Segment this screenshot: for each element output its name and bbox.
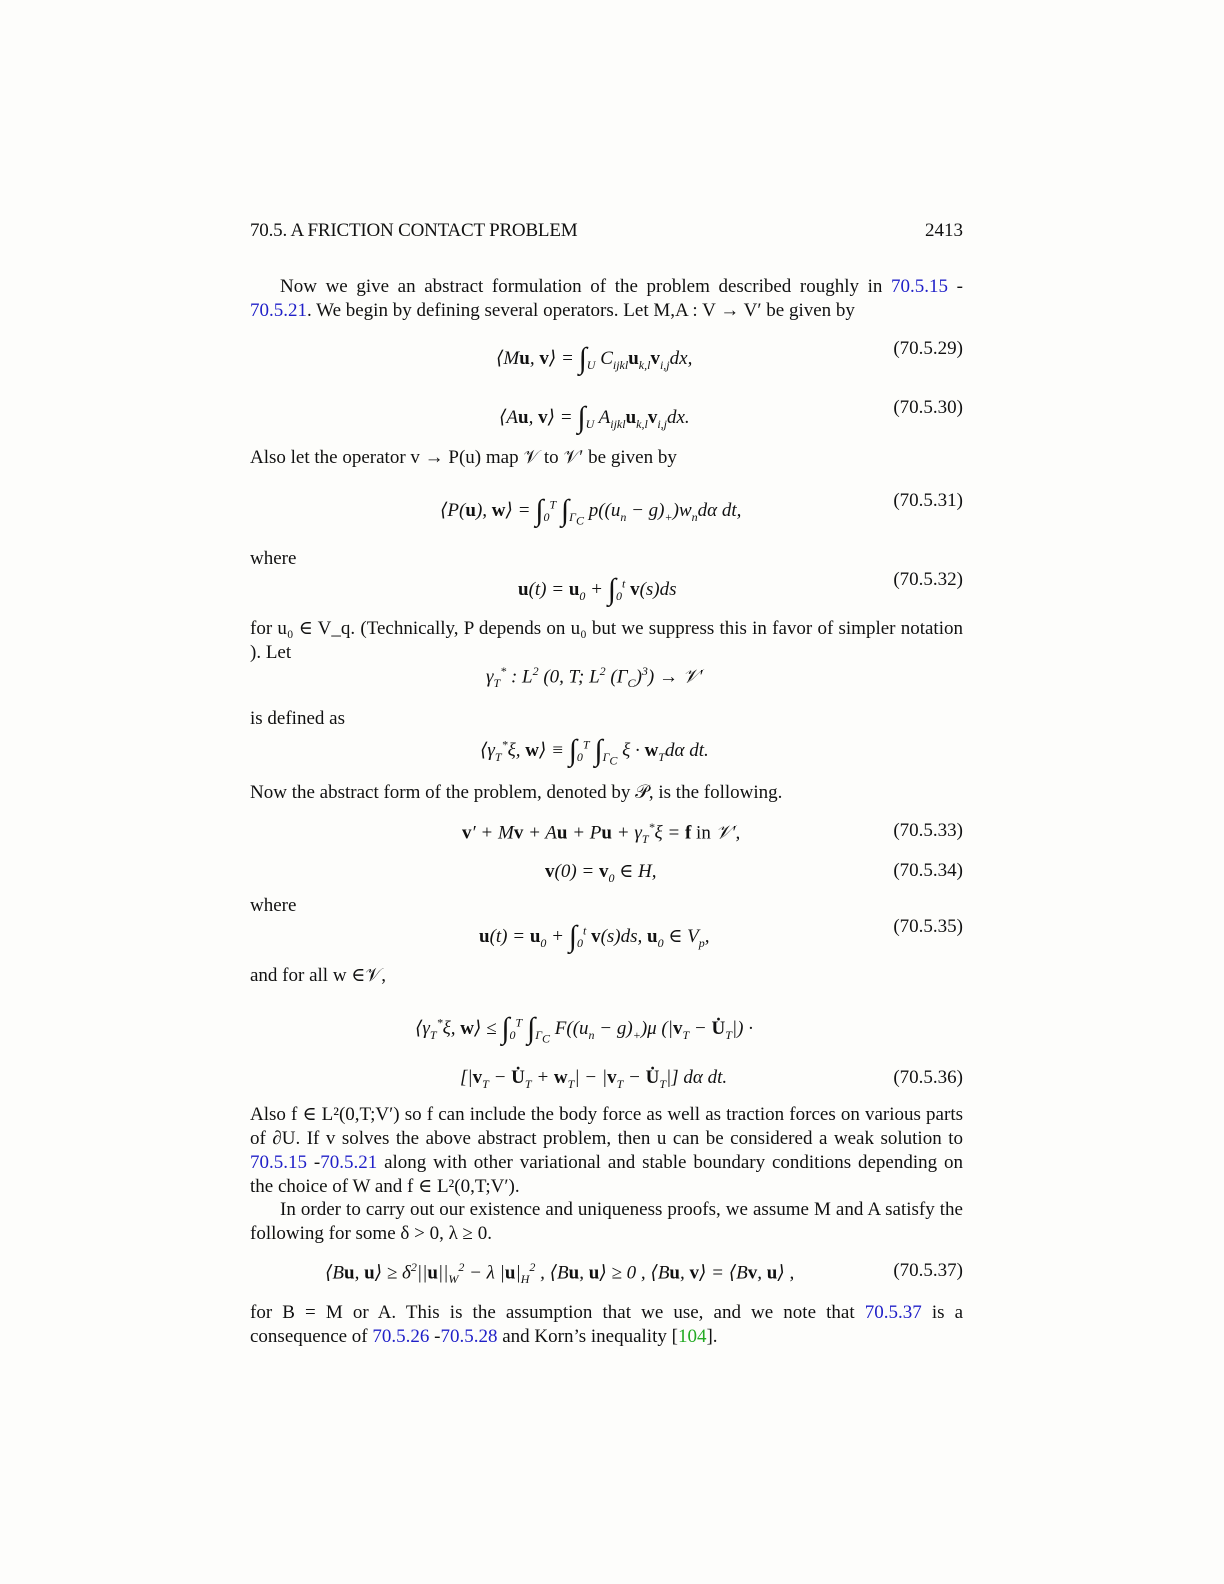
- page-number: 2413: [925, 220, 963, 241]
- equation-number: (70.5.33): [893, 820, 963, 841]
- equation-number: (70.5.37): [893, 1260, 963, 1281]
- ref-link[interactable]: 70.5.21: [250, 300, 307, 321]
- equation-gamma-def: $⟨\gamma_T^*\xi$, w⟩ ≡ $\int_0^T$ $\int_{\Gamma_C}$ $\xi \cdot w_Td\alpha$ dt.: [480, 734, 709, 768]
- paragraph-also-f: Also f ∈ L²(0,T;V′) so f can include the body force as well as traction forces on various parts of ∂U. If v solves the above abstract problem, then u can be considered a weak solution to 70.5.15 -70.5.21 along with other variational and stable boundary conditions depending on the choice of W and f ∈ L²(0,T;V′).: [250, 1104, 964, 1197]
- equation-number: (70.5.34): [893, 860, 963, 881]
- equation-34: $v(0) = v_0$ ∈ H, (70.5.34): [545, 860, 963, 885]
- equation-29: ⟨Mu, v⟩ = $\int_U$ $C_{ijkl}u_{k,l}v_{i,j}dx$, (70.5.29): [496, 338, 963, 375]
- equation-33: $v' + Mv + Au + Pu + \gamma_T^*\xi = f$ in 𝒱′, (70.5.33): [462, 820, 963, 847]
- paragraph-korn: for B = M or A. This is the assumption that we use, and we note that 70.5.37 is a consequence of 70.5.26 -70.5.28 and Korn’s inequality [104].: [250, 1302, 964, 1347]
- equation-32: $u(t) = u_0 + \int_0^t$ v(s)ds (70.5.32): [518, 569, 963, 606]
- section-title: 70.5. A FRICTION CONTACT PROBLEM: [250, 220, 578, 241]
- equation-number: (70.5.31): [893, 490, 963, 511]
- equation-36a: $⟨\gamma_T^*\xi$, w⟩ ≤ $\int_0^T$ $\int_{\Gamma_C}$ $F((u_n - g)_+)\mu$ ($|v_T$ − $U̇_T|$) ·: [415, 1012, 753, 1046]
- equation-35: $u(t) = u_0 + \int_0^t$ v(s)ds, $u_0$ ∈ $V_p$, (70.5.35): [479, 916, 963, 953]
- paragraph-operator-p: Also let the operator v → P(u) map 𝒱 to 𝒱′ be given by: [250, 447, 677, 468]
- ref-link[interactable]: 70.5.28: [440, 1326, 498, 1347]
- paragraph-intro: Now we give an abstract formulation of the problem described roughly in 70.5.15 - 70.5.21. We begin by defining several operators. Let M,A : V → V′ be given by: [250, 276, 963, 321]
- paragraph-abstract-form: Now the abstract form of the problem, denoted by 𝒫, is the following.: [250, 782, 783, 803]
- where-label: where: [250, 895, 297, 916]
- equation-gamma-map: $\gamma_T^*$ : $L^2$ (0, T; $L^2$ $(\Gamma_C)^3$) → 𝒱′: [486, 664, 703, 691]
- ref-link[interactable]: 70.5.26: [372, 1326, 430, 1347]
- equation-30: ⟨Au, v⟩ = $\int_U$ $A_{ijkl}u_{k,l}v_{i,j}dx$. (70.5.30): [499, 397, 963, 434]
- paragraph-technically: for u₀ ∈ V_q. (Technically, P depends on u₀ but we suppress this in favor of simpler notation ). Let: [250, 618, 963, 663]
- for-all-label: and for all w ∈𝒱,: [250, 965, 386, 986]
- ref-link[interactable]: 70.5.21: [320, 1152, 378, 1173]
- defined-as-label: is defined as: [250, 708, 345, 729]
- equation-number: (70.5.36): [893, 1067, 963, 1088]
- equation-number: (70.5.29): [893, 338, 963, 359]
- equation-31: ⟨P(u), w⟩ = $\int_0^T$ $\int_{\Gamma_C}$ $p((u_n - g)_+)w_nd\alpha$ dt, (70.5.31): [440, 490, 963, 528]
- equation-37: ⟨Bu, u⟩ ≥ $\delta^2||u||_W^2 - \lambda$ $|u|_H^2$ , ⟨Bu, u⟩ ≥ 0 , ⟨Bu, v⟩ = ⟨Bv, u⟩ , (70.5.37): [325, 1260, 963, 1287]
- ref-link[interactable]: 70.5.37: [864, 1302, 922, 1323]
- equation-36: [$|v_T$ − $U̇_T + w_T| - |v_T$ − $U̇_T|$] dα dt. (70.5.36): [460, 1067, 963, 1091]
- equation-number: (70.5.35): [893, 916, 963, 937]
- ref-link[interactable]: 70.5.15: [250, 1152, 307, 1173]
- ref-link[interactable]: 70.5.15: [891, 276, 949, 297]
- paragraph-assumptions: In order to carry out our existence and uniqueness proofs, we assume M and A satisfy the following for some δ > 0, λ ≥ 0.: [250, 1199, 963, 1244]
- equation-number: (70.5.30): [893, 397, 963, 418]
- citation-link[interactable]: 104: [677, 1326, 707, 1347]
- where-label: where: [250, 548, 297, 569]
- equation-number: (70.5.32): [893, 569, 963, 590]
